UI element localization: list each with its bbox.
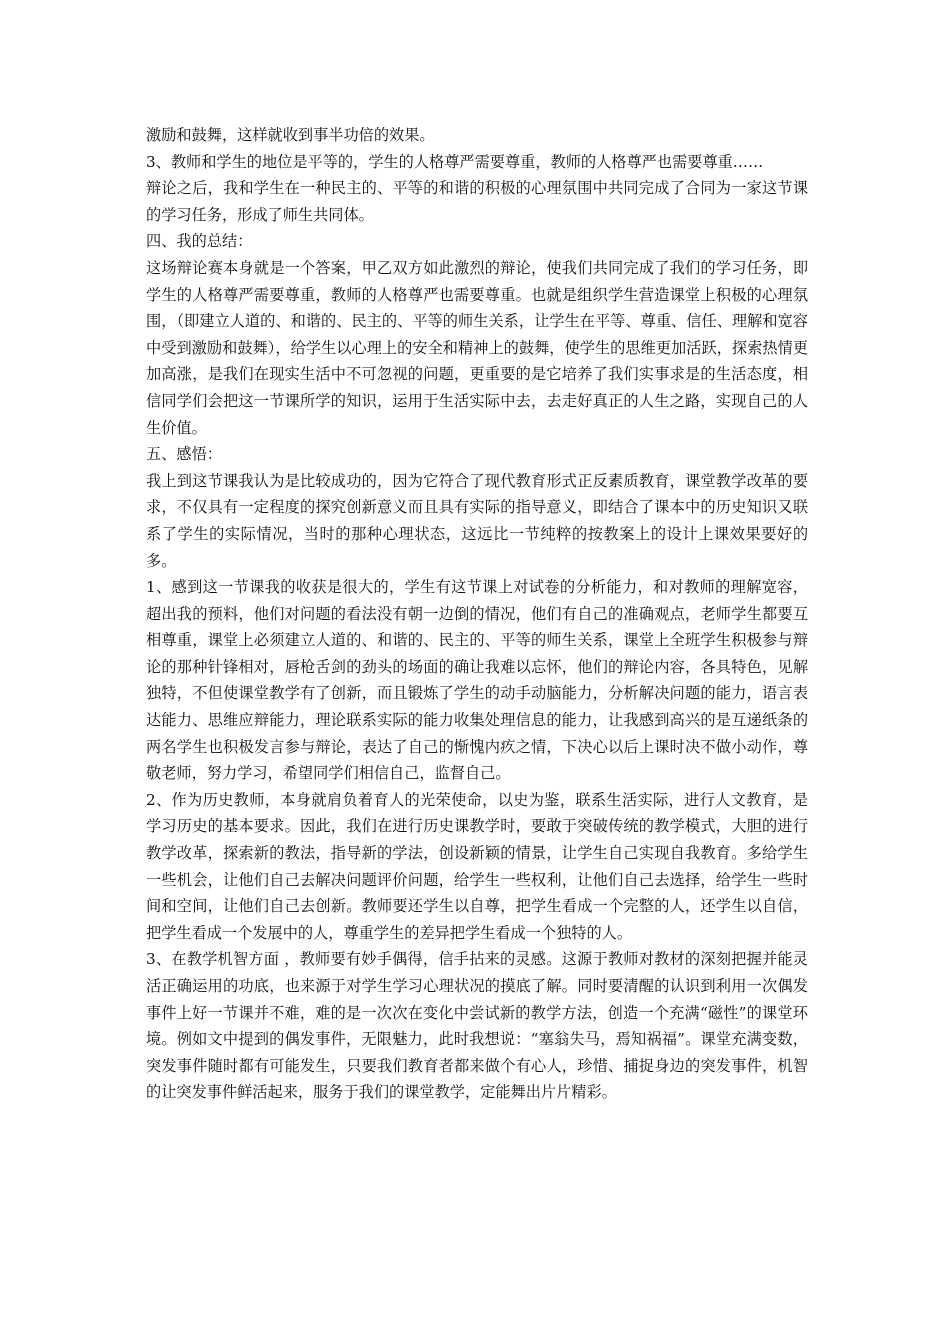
paragraph-summary: 这场辩论赛本身就是一个答案，甲乙双方如此激烈的辩论，使我们共同完成了我们的学习任务，即学生的人格尊严需要尊重，教师的人格尊严也需要尊重。也就是组织学生营造课堂上积极的心理氛围，（即建立人道的、和谐的、民主的、平等的师生关系，让学生在平等、尊重、信任、理解和宽容中受到激励和鼓舞），给学生以心理上的安全和精神上的鼓舞，使学生的思维更加活跃，探索热情更加高涨，是我们在现实生活中不可忽视的问题，更重要的是它培养了我们实事求是的生活态度，相信同学们会把这一节课所学的知识，运用于生活实际中去，去走好真正的人生之路，实现自己的人生价值。 — [146, 258, 808, 437]
paragraph-reflection-point-2: 2、作为历史教师，本身就肩负着育人的光荣使命，以史为鉴，联系生活实际，进行人文教育，是学习历史的基本要求。因此，我们在进行历史课教学时，要敢于突破传统的教学模式，大胆的进行教学改革，探索新的教法，指导新的学法，创设新颖的情景，让学生自己实现自我教育。多给学生一些机会，让他们自己去解决问题评价问题，给学生一些权利，让他们自己去选择，给学生一些时间和空间，让他们自己去创新。教师要还学生以自尊，把学生看成一个完整的人，还学生以自信，把学生看成一个发展中的人，尊重学生的差异把学生看成一个独特的人。 — [146, 790, 808, 942]
paragraph-intro-end: 激励和鼓舞，这样就收到事半功倍的效果。 — [146, 126, 435, 144]
paragraph-reflection-point-3: 3、在教学机智方面 ，教师要有妙手偶得，信手拈来的灵感。这源于教师对教材的深刻把握并能灵活正确运用的功底，也来源于对学生学习心理状况的摸底了解。同时要清醒的认识到利用一次偶发事件上好一节课并不难，难的是一次次在变化中尝试新的教学方法，创造一个充满“磁性”的课堂环境。例如文中提到的偶发事件，无限魅力，此时我想说：“塞翁失马，焉知祸福”。课堂充满变数，突发事件随时都有可能发生，只要我们教育者都来做个有心人，珍惜、捕捉身边的突发事件，机智的让突发事件鲜活起来，服务于我们的课堂教学，定能舞出片片精彩。 — [146, 950, 808, 1102]
document-body — [146, 122, 808, 1106]
section-heading-reflection: 五、感悟： — [146, 445, 222, 464]
paragraph-after-debate: 辩论之后，我和学生在一种民主的、平等的和谐的积极的心理氛围中共同完成了合同为一家这节课的学习任务，形成了师生共同体。 — [146, 179, 808, 224]
paragraph-reflection-intro: 我上到这节课我认为是比较成功的，因为它符合了现代教育形式正反素质教育，课堂教学改革的要求，不仅具有一定程度的探究创新意义而且具有实际的指导意义，即结合了课本中的历史知识又联系了学生的实际情况，当时的那种心理状态，这远比一节纯粹的按教案上的设计上课效果要好的多。 — [146, 471, 808, 570]
paragraph-reflection-point-1: 1、感到这一节课我的收获是很大的，学生有这节课上对试卷的分析能力，和对教师的理解宽容，超出我的预料，他们对问题的看法没有朝一边倒的情况，他们有自己的准确观点，老师学生都要互相尊重，课堂上必须建立人道的、和谐的、民主的、平等的师生关系，课堂上全班学生积极参与辩论的那种针锋相对，唇枪舌剑的劲头的场面的确让我难以忘怀，他们的辩论内容，各具特色，见解独特，不但使课堂教学有了创新，而且锻炼了学生的动手动脑能力，分析解决问题的能力，语言表达能力、思维应辩能力，理论联系实际的能力收集处理信息的能力，让我感到高兴的是互递纸条的两名学生也积极发言参与辩论，表达了自己的惭愧内疚之情，下决心以后上课时决不做小动作，尊敬老师，努力学习，希望同学们相信自己，监督自己。 — [146, 578, 808, 783]
section-heading-summary: 四、我的总结： — [146, 232, 253, 251]
paragraph-point-3-equality: 3、教师和学生的地位是平等的，学生的人格尊严需要尊重，教师的人格尊严也需要尊重…… — [146, 152, 764, 171]
